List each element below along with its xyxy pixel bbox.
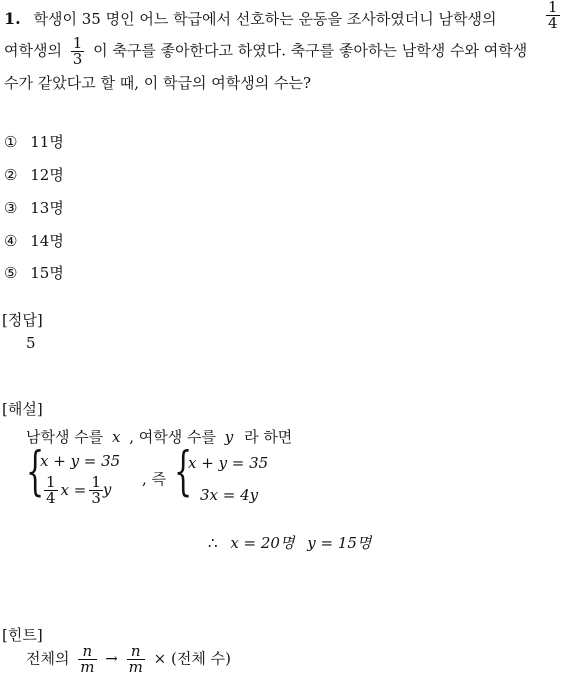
question-text-1: 학생이 35 명인 어느 학급에서 선호하는 운동을 조사하였더니 남학생의	[33, 10, 497, 28]
answer-value: 5	[26, 334, 36, 352]
question-line-1	[4, 8, 496, 29]
question-text-2a: 여학생의	[4, 41, 62, 60]
system-2-equation-1: x + y = 35	[188, 454, 269, 472]
result-line	[208, 532, 371, 553]
intro-text-c: 라 하면	[244, 428, 293, 446]
result-y: y = 15명	[307, 534, 372, 552]
choice-marker: ③	[4, 199, 18, 217]
choice-3[interactable]	[4, 197, 64, 218]
sys1-eq2-end: y	[102, 480, 112, 499]
hint-text-b: × (전체 수)	[153, 649, 231, 668]
hint-frac2-den: m	[128, 658, 143, 676]
hint-fraction-2	[127, 644, 145, 675]
question-fraction-1	[546, 0, 560, 31]
choice-marker: ⑤	[4, 264, 18, 282]
sys1-frac-b-den: 3	[91, 489, 101, 507]
choice-text: 15명	[30, 264, 64, 282]
hint-frac1-den: m	[80, 658, 95, 676]
hint-label: [힌트]	[2, 626, 43, 644]
frac1-denominator: 4	[548, 14, 558, 32]
choice-5[interactable]	[4, 262, 64, 283]
question-number: 1.	[4, 9, 21, 28]
choice-text: 14명	[30, 232, 64, 250]
choice-marker: ①	[4, 133, 18, 151]
system-1-brace: {	[26, 442, 45, 502]
result-x: x = 20명	[230, 534, 295, 552]
therefore-symbol: ∴	[208, 534, 218, 552]
choice-marker: ④	[4, 232, 18, 250]
var-y: y	[224, 428, 234, 446]
choice-1[interactable]	[4, 131, 64, 152]
choice-4[interactable]	[4, 230, 64, 251]
answer-label: [정답]	[2, 311, 43, 329]
explanation-label: [해설]	[2, 400, 43, 418]
sys1-frac-b-num: 1	[91, 473, 101, 491]
hint-line	[26, 644, 231, 675]
system-2-brace: {	[174, 442, 193, 502]
sys1-eq2-mid: x =	[60, 480, 87, 499]
hint-frac1-num: n	[82, 642, 93, 660]
system-1-equation-1: x + y = 35	[40, 452, 121, 470]
var-x: x	[112, 428, 121, 446]
choice-2[interactable]	[4, 164, 64, 185]
frac2-numerator: 1	[72, 34, 83, 52]
question-fraction-2	[71, 36, 85, 67]
choice-text: 13명	[30, 199, 64, 217]
sys1-fraction-b	[89, 475, 103, 506]
sys1-frac-a-den: 4	[46, 489, 56, 507]
hint-text-a: 전체의	[26, 649, 70, 668]
intro-text-a: 남학생 수를	[26, 428, 104, 446]
system-2-equation-2: 3x = 4y	[200, 486, 259, 504]
hint-frac2-num: n	[130, 642, 141, 660]
explanation-intro	[26, 426, 292, 447]
question-line-3: 수가 같았다고 할 때, 이 학급의 여학생의 수는?	[4, 74, 312, 92]
connector-text: , 즉	[142, 470, 167, 488]
intro-text-b: , 여학생 수를	[129, 428, 217, 446]
question-line-2	[4, 36, 527, 67]
hint-fraction-1	[78, 644, 96, 675]
system-1-equation-2	[44, 475, 111, 506]
frac1-numerator: 1	[548, 0, 558, 16]
sys1-frac-a-num: 1	[46, 473, 56, 491]
arrow-icon: →	[105, 649, 118, 668]
choice-text: 11명	[30, 133, 64, 151]
question-text-2b: 이 축구를 좋아한다고 하였다. 축구를 좋아하는 남학생 수와 여학생	[93, 41, 528, 60]
choice-marker: ②	[4, 166, 18, 184]
choice-text: 12명	[30, 166, 64, 184]
sys1-fraction-a	[44, 475, 58, 506]
frac2-denominator: 3	[72, 50, 83, 68]
